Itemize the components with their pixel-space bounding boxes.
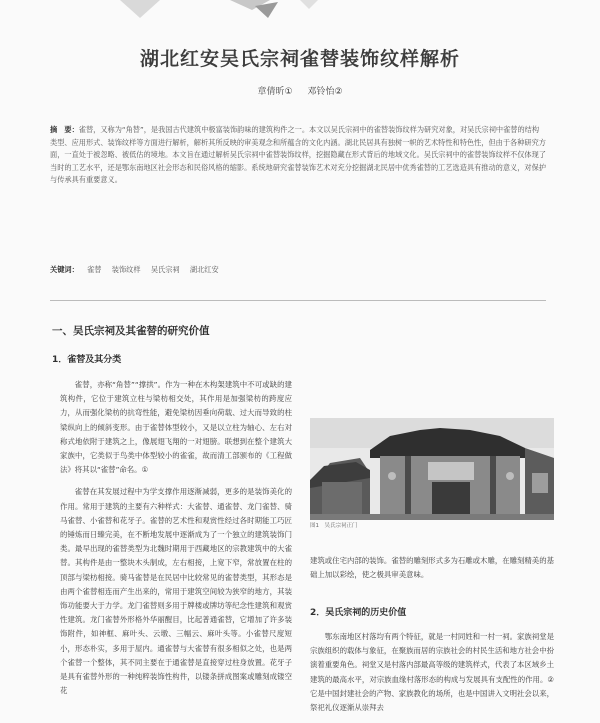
body-column-left [60, 378, 292, 706]
section-heading: 一、吴氏宗祠及其雀替的研究价值 [52, 325, 210, 337]
body-column-right-continued [310, 630, 554, 723]
keywords-label: 关键词： [50, 265, 79, 274]
figure-caption: 图1 吴氏宗祠正门 [310, 523, 358, 529]
paragraph: 雀替，亦称“角替”“撑拱”。作为一种在木构架建筑中不可或缺的建筑构件，它位于建筑立柱与梁枋相交处，其作用是加强梁枋的跨度应力，从而强化梁枋的抗弯性能，避免梁枋因垂向荷载、过大而导致的柱梁纵向上的倾斜变形。由于雀替体型较小，又是以立柱为轴心、左右对称式地依附于建筑之上，像展翅飞翔的一对翅膀。联想到在整个建筑大家族中，它类似于鸟类中体型较小的雀雀，故而清工部颁布的《工程做法》将其以“雀替”命名。① [60, 380, 292, 475]
keyword: 吴氏宗祠 [150, 265, 180, 274]
keyword: 装饰纹样 [111, 265, 141, 274]
subsection-heading: 1．雀替及其分类 [52, 355, 122, 365]
abstract-text: 雀替，又称为“角替”，是我国古代建筑中极富装饰韵味的建筑构件之一。本文以吴氏宗祠中的雀替装饰纹样为研究对象，对吴氏宗祠中雀替的结构类型、应用形式、装饰纹样等方面进行解析，解析其所反映的审美观念和所蕴含的文化内涵。湖北民居具有独树一帜的艺术特性和特色性，但由于各种研究方面，一直处于被忽略、被低估的境地。本文旨在通过解析吴氏宗祠中雀替装饰纹样，挖掘隐藏在形式背后的地域文化。吴氏宗祠中的雀替装饰纹样不仅体现了当时的工艺水平，还是鄂东南地区社会形态和民俗风格的缩影。系统地研究雀替装饰艺术对充分挖掘湖北民居中优秀雀替的工艺选造具有推动的意义，对保护与传承具有重要意义。 [50, 125, 546, 185]
author-name: 邓铃怡② [307, 87, 343, 97]
divider [50, 300, 546, 301]
abstract-label: 摘 要： [50, 125, 79, 134]
subsection-heading: 2．吴氏宗祠的历史价值 [310, 608, 407, 618]
article-title: 湖北红安吴氏宗祠雀替装饰纹样解析 [139, 48, 460, 70]
keyword: 雀替 [87, 265, 102, 274]
keywords [50, 265, 546, 275]
ancestral-hall-photo [310, 418, 554, 520]
keyword: 湖北红安 [189, 265, 219, 274]
paragraph: 建筑或住宅内部的装饰。雀替的雕刻形式多为石雕或木雕，在雕刻精美的基础上加以彩绘，使之极具审美意味。 [310, 556, 554, 580]
paragraph: 鄂东南地区村落均有两个特征，就是一村同姓和一村一祠。家族祠堂是宗族组织的载体与象征，在聚族而居的宗族社会的村民生活和地方社会中扮演着重要角色。祠堂又是村落内部最高等级的建筑样式，代表了本区域乡土建筑的最高水平，对宗族血缘村落形态的构成与发展具有支配性的作用。②它是中国封建社会的产物、家族教化的场所，也是中国讲入文明社会以来，祭祀礼仪逐渐从崇拜去 [310, 632, 554, 713]
body-column-right [310, 554, 554, 590]
header-decoration [0, 0, 600, 40]
author-name: 章倩昕① [257, 87, 293, 97]
author-line [0, 84, 600, 97]
abstract [50, 124, 546, 187]
paragraph: 雀替在其发展过程中为学支撑作用逐渐减弱，更多的是装饰美化的作用。常用于建筑的主要有六种样式：大雀替、通雀替、龙门雀替、骑马雀替、小雀替和花牙子。雀替的艺术性和观赏性经过各时期能工巧匠的锤炼而日臻完美，在不断地发展中逐渐成为了一个独立的建筑装饰门类。最早出现的雀替类型为北魏时期用于西藏地区的宗教建筑中的大雀替。其构件是由一整块木头制成，左右相接，上宽下窄，常放置在柱的顶部与梁枋相接。骑马雀替是在民居中比较常见的雀替类型，其形态是由两个雀替相连而产生出来的，常用于建筑空间较为狭窄的地方，其装饰功能要大于力学。龙门雀替则多用于牌楼或牌坊等纪念性建筑和观赏性建筑。龙门雀替外形格外华丽醒目，比起普通雀替，它增加了许多装饰附件，如神框、麻叶头、云墩、三幅云、麻叶头等。小雀替尺度短小，形态朴实，多用于屋内。通雀替与大雀替有很多相似之处，也是两个雀替一个整体，其不同主要在于通雀替是直接穿过柱身放置。花牙子是具有雀替外形的一种纯粹装饰性构件，以镂条拼成图案或雕刻成镂空花 [60, 487, 292, 696]
